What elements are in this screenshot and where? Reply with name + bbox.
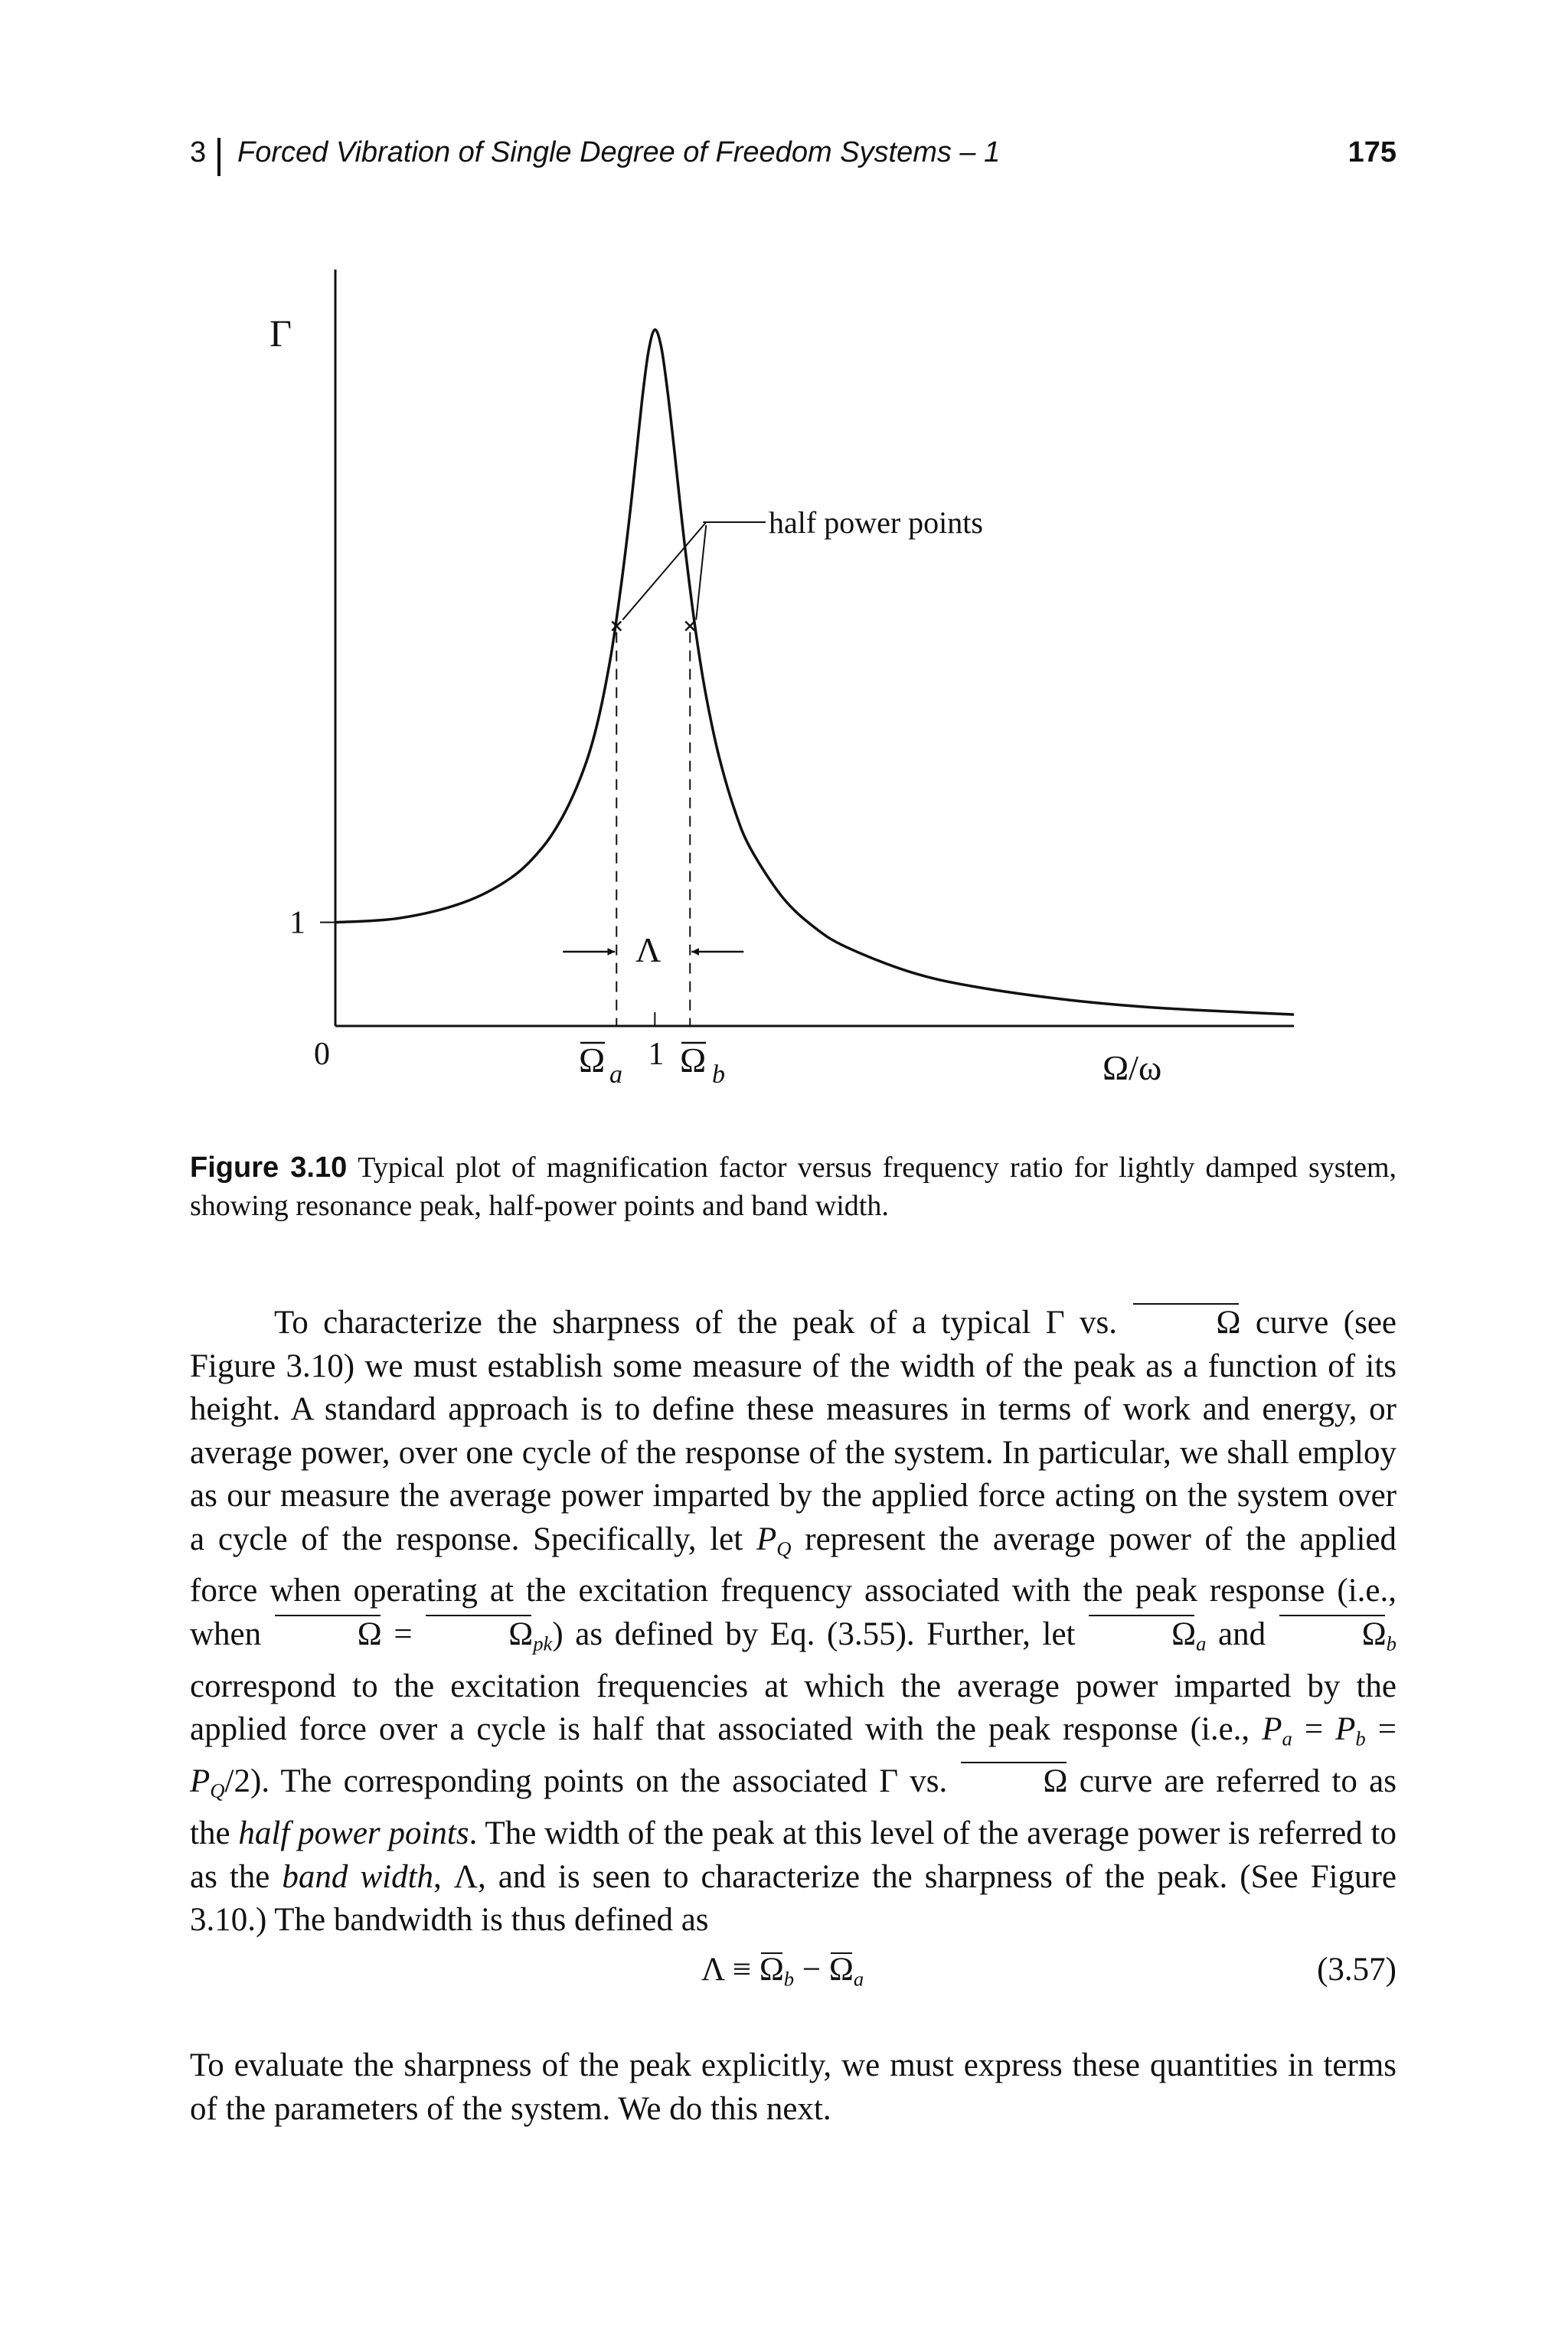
running-header <box>190 136 1396 182</box>
x-tick-label: 1 <box>648 1037 665 1072</box>
figure-label: Figure 3.10 <box>190 1152 348 1184</box>
y-tick-label: 1 <box>289 905 305 941</box>
omega-bar: Ω <box>759 1952 784 1988</box>
term-half-power-points: half power points <box>238 1815 469 1852</box>
text-run: . The width of the peak at this level of the average power is referred to as the <box>190 1815 1396 1895</box>
omega-a-symbol: Ω <box>579 1041 606 1080</box>
equation-lhs: Λ ≡ <box>701 1952 760 1988</box>
power-symbol: P <box>756 1521 777 1557</box>
omega-bar: Ω <box>1278 1613 1387 1657</box>
subscript-b: b <box>1386 1632 1396 1655</box>
figure-caption <box>190 1148 1396 1225</box>
chapter-title: Forced Vibration of Single Degree of Freedom Systems – 1 <box>237 136 1001 168</box>
subscript-q: Q <box>776 1536 792 1560</box>
y-axis-label: Γ <box>270 312 292 354</box>
paragraph-1 <box>190 1302 1396 1942</box>
omega-b-symbol: Ω <box>680 1041 707 1080</box>
omega-bar: Ω <box>1132 1302 1240 1345</box>
subscript-b: b <box>1355 1727 1366 1750</box>
minus-sign: − <box>794 1952 829 1988</box>
omega-bar: Ω <box>273 1613 382 1657</box>
equation-body <box>701 1951 864 1991</box>
equals-sign: = <box>1292 1711 1336 1748</box>
leader-line <box>696 525 706 620</box>
response-curve <box>335 329 1294 1014</box>
subscript-q: Q <box>210 1779 225 1802</box>
subscript-a: a <box>1196 1632 1207 1655</box>
equation-number: (3.57) <box>1317 1952 1396 1988</box>
power-symbol: P <box>1262 1711 1282 1748</box>
subscript-pk: pk <box>533 1632 553 1655</box>
text-run: represent the average power of the applied force when operating at the excitation frequency associated with the peak response (i.e., when <box>190 1521 1396 1652</box>
text-run: /2). The corresponding points on the associated Γ vs. <box>224 1763 959 1800</box>
header-divider <box>217 138 220 176</box>
omega-bar: Ω <box>959 1760 1068 1804</box>
closing-paragraph: To evaluate the sharpness of the peak explicitly, we must express these quantities in terms of the parameters of the system. We do this next. <box>190 2047 1396 2127</box>
text-run: ) as defined by Eq. (3.55). Further, let <box>552 1616 1088 1652</box>
omega-bar: Ω <box>828 1952 854 1988</box>
text-run: , Λ, and is seen to characterize the sharpness of the peak. (See Figure 3.10.) The bandwidth is thus defined as <box>190 1858 1396 1939</box>
equals-sign: = <box>1365 1711 1396 1748</box>
text-run: and <box>1206 1616 1278 1652</box>
equation-3-57 <box>190 1951 1396 1997</box>
bandwidth-symbol: Λ <box>635 930 662 969</box>
text-run: To characterize the sharpness of the peak of a typical Γ vs. <box>274 1305 1132 1341</box>
text-run: correspond to the excitation frequencies at which the average power imparted by the applied force over a cycle is half that associated with the peak response (i.e., <box>190 1668 1396 1748</box>
chapter-number: 3 <box>190 136 207 168</box>
omega-bar: Ω <box>1087 1613 1196 1657</box>
omega-a-subscript: a <box>609 1060 622 1089</box>
power-symbol: P <box>190 1763 211 1800</box>
leader-line <box>622 522 706 620</box>
subscript-a: a <box>1282 1727 1292 1750</box>
x-tick-label: 0 <box>314 1037 330 1072</box>
equals-sign: = <box>381 1616 425 1652</box>
caption-text: Typical plot of magnification factor versus frequency ratio for lightly damped system, showing resonance peak, half-power points and band width. <box>190 1152 1396 1222</box>
x-axis-label: Ω/ω <box>1102 1048 1162 1087</box>
text-run: curve are referred to as the <box>190 1763 1396 1852</box>
half-power-points-label: half power points <box>769 505 983 540</box>
omega-bar: Ω <box>424 1613 533 1657</box>
power-symbol: P <box>1335 1711 1356 1748</box>
body-paragraph <box>190 1302 1396 1942</box>
page-number: 175 <box>1348 136 1396 168</box>
term-band-width: band width <box>282 1858 434 1895</box>
omega-b-subscript: b <box>712 1060 725 1089</box>
subscript-b: b <box>783 1967 795 1991</box>
magnification-factor-chart <box>0 230 1568 1118</box>
subscript-a: a <box>853 1967 864 1991</box>
text-run: curve (see Figure 3.10) we must establish some measure of the width of the peak as a function of its height. A standard approach is to define these measures in terms of work and energy, or average power, over one cycle of the response of the system. In particular, we shall employ as our measure the average power imparted by the applied force acting on the system over a cycle of the response. Specifically, let <box>190 1305 1396 1557</box>
